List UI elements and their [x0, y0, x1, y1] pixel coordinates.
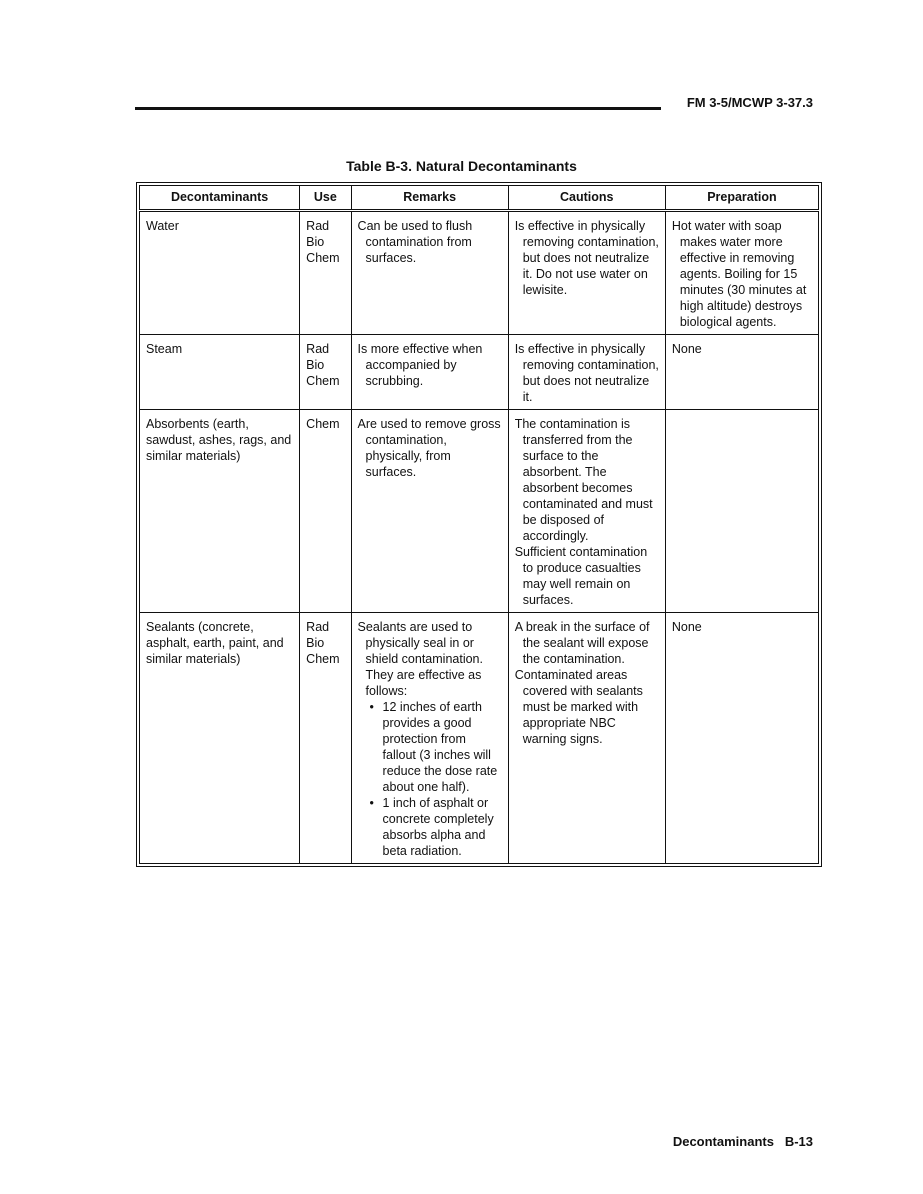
- table-row: [140, 613, 819, 864]
- cell-remarks: [351, 335, 508, 410]
- page-footer: [673, 1134, 813, 1149]
- cell-use: Chem: [300, 410, 351, 613]
- decontaminants-table-frame: [136, 182, 822, 867]
- col-header-remarks: Remarks: [351, 186, 508, 211]
- cell-cautions: [508, 211, 665, 335]
- col-header-decontaminants: Decontaminants: [140, 186, 300, 211]
- col-header-use: Use: [300, 186, 351, 211]
- cautions-paragraph: A break in the surface of the sealant will expose the contamination.: [514, 620, 650, 666]
- bullet-icon: •: [369, 700, 374, 714]
- table-header-row: [140, 186, 819, 211]
- remarks-paragraph: Sealants are used to physically seal in or shield contamination. They are effective as follows:: [357, 620, 483, 698]
- cell-decontaminant: Absorbents (earth, sawdust, ashes, rags, and similar materials): [140, 410, 300, 613]
- remarks-paragraph: Can be used to flush contamination from surfaces.: [357, 219, 473, 265]
- footer-page-number: B-13: [784, 1134, 813, 1149]
- remarks-bullet-list: [358, 699, 503, 859]
- cell-use: Rad Bio Chem: [300, 211, 351, 335]
- table-row: [140, 211, 819, 335]
- cautions-paragraph: Is effective in physically removing contamination, but does not neutralize it. Do not use water on lewisite.: [514, 219, 659, 297]
- preparation-paragraph: Hot water with soap makes water more effective in removing agents. Boiling for 15 minutes (30 minutes at high altitude) destroys biological agents.: [671, 219, 807, 329]
- preparation-paragraph: None: [671, 342, 702, 356]
- cell-remarks: [351, 410, 508, 613]
- cell-preparation: [665, 410, 818, 613]
- cell-remarks: [351, 613, 508, 864]
- document-id: FM 3-5/MCWP 3-37.3: [686, 95, 813, 110]
- cell-decontaminant: Water: [140, 211, 300, 335]
- col-header-cautions: Cautions: [508, 186, 665, 211]
- col-header-preparation: Preparation: [665, 186, 818, 211]
- remarks-paragraph: Are used to remove gross contamination, physically, from surfaces.: [357, 417, 501, 479]
- cautions-paragraph: The contamination is transferred from the surface to the absorbent. The absorbent becomes contaminated and must be disposed of accordingly.: [514, 417, 653, 543]
- bullet-text: 12 inches of earth provides a good protection from fallout (3 inches will reduce the dose rate about one half).: [382, 700, 498, 794]
- cell-use: Rad Bio Chem: [300, 335, 351, 410]
- table-row: [140, 410, 819, 613]
- cell-preparation: [665, 211, 818, 335]
- bullet-icon: •: [369, 796, 374, 810]
- decontaminants-table: [139, 185, 819, 864]
- cell-cautions: [508, 335, 665, 410]
- cell-decontaminant: Sealants (concrete, asphalt, earth, paint, and similar materials): [140, 613, 300, 864]
- cell-use: Rad Bio Chem: [300, 613, 351, 864]
- cell-cautions: [508, 613, 665, 864]
- preparation-paragraph: None: [671, 620, 702, 634]
- bullet-text: 1 inch of asphalt or concrete completely absorbs alpha and beta radiation.: [382, 796, 494, 858]
- cautions-paragraph: Contaminated areas covered with sealants must be marked with appropriate NBC warning signs.: [514, 668, 643, 746]
- table-title: Table B-3. Natural Decontaminants: [346, 158, 577, 174]
- header-rule: [135, 107, 661, 110]
- cell-preparation: [665, 613, 818, 864]
- remarks-bullet-item: [358, 699, 503, 795]
- table-row: [140, 335, 819, 410]
- cautions-paragraph: Is effective in physically removing contamination, but does not neutralize it.: [514, 342, 659, 404]
- cell-remarks: [351, 211, 508, 335]
- cautions-paragraph: Sufficient contamination to produce casualties may well remain on surfaces.: [514, 545, 648, 607]
- cell-decontaminant: Steam: [140, 335, 300, 410]
- cell-cautions: [508, 410, 665, 613]
- remarks-paragraph: Is more effective when accompanied by scrubbing.: [357, 342, 483, 388]
- cell-preparation: [665, 335, 818, 410]
- remarks-bullet-item: [358, 795, 503, 859]
- footer-section: Decontaminants: [672, 1134, 774, 1149]
